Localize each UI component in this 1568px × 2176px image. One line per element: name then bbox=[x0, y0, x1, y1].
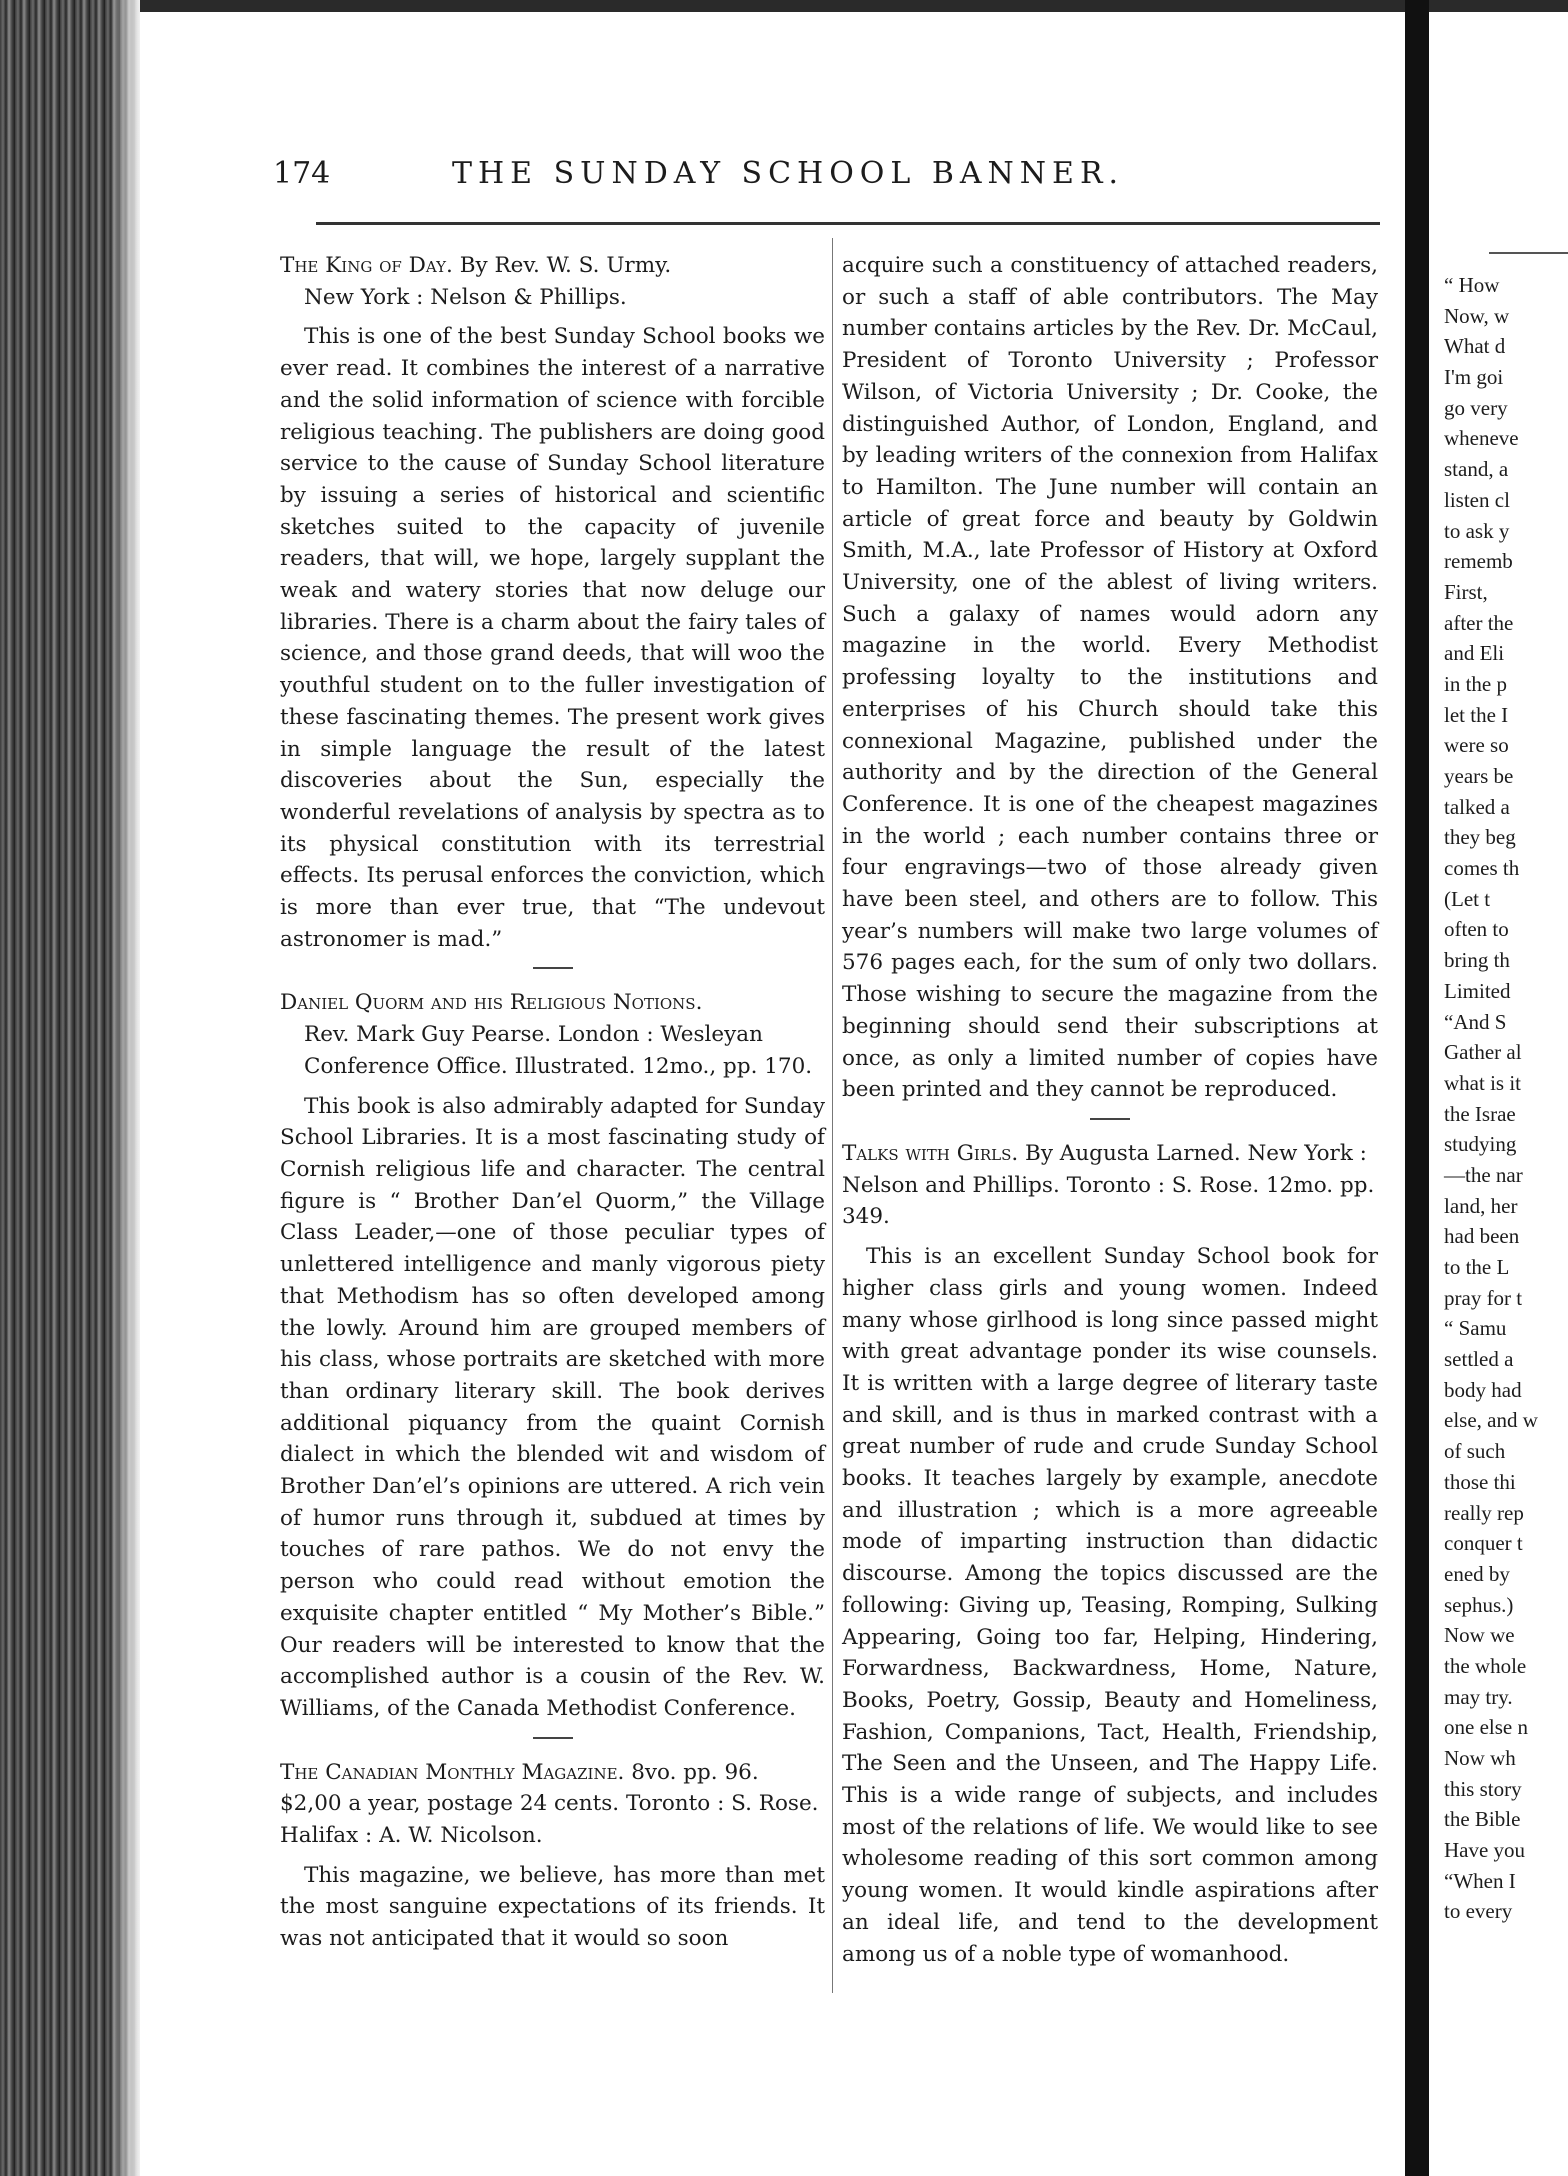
review-text: This book is also admirably adapted for Sunday School Libraries. It is a most fascinating study of Cornish religious life and character. The central figure is “ Brother Dan’el Quorm,” the Village Class Leader,—one of those peculiar types of unlettered intelligence and manly vigorous piety that Methodism has so often developed among the lowly. Around him are grouped members of his class, whose portraits are sketched with more than ordinary literary skill. The book derives additional piquancy from the quaint Cornish dialect in which the blended wit and wisdom of Brother Dan’el’s opinions are uttered. A rich vein of humor runs through it, subdued at times by touches of rare pathos. We do not envy the person who could read without emotion the exquisite chapter entitled “ My Mother’s Bible.” Our readers will be interested to know that the accomplished author is a cousin of the Rev. W. Williams, of the Canada Methodist Conference. bbox=[280, 1093, 825, 1721]
header-rule bbox=[316, 222, 1380, 225]
facing-page-line: else, and w bbox=[1444, 1408, 1538, 1433]
facing-page-line: had been bbox=[1444, 1224, 1520, 1249]
facing-page-line: Now wh bbox=[1444, 1746, 1516, 1770]
facing-page-line: this story bbox=[1444, 1776, 1522, 1801]
book-details: By Augusta Larned. New York : Nelson and Phillips. Toronto : S. Rose. 12mo. pp. 349. bbox=[842, 1140, 1375, 1230]
facing-page-line: they beg bbox=[1444, 825, 1516, 850]
facing-page-line: Have you bbox=[1444, 1838, 1526, 1863]
facing-page-line: sephus.) bbox=[1444, 1592, 1514, 1617]
facing-page-line: Limited bbox=[1444, 978, 1511, 1003]
facing-page-line: let the I bbox=[1444, 702, 1509, 727]
facing-page-line: First, bbox=[1444, 579, 1488, 604]
facing-page-line: to every bbox=[1444, 1899, 1513, 1924]
facing-page-line: conquer t bbox=[1444, 1531, 1523, 1556]
right-column bbox=[842, 250, 1378, 1970]
top-page-edge bbox=[0, 0, 1568, 12]
entry-heading bbox=[280, 250, 825, 313]
facing-page-text bbox=[1444, 270, 1538, 1927]
running-title: THE SUNDAY SCHOOL BANNER. bbox=[452, 156, 1125, 191]
facing-page-line: to ask y bbox=[1444, 518, 1510, 543]
facing-page-line: to the L bbox=[1444, 1255, 1510, 1279]
facing-page-line: ened by bbox=[1444, 1561, 1510, 1586]
facing-page-line: —the nar bbox=[1444, 1162, 1523, 1187]
section-divider bbox=[533, 1737, 573, 1739]
facing-page-line: may try. bbox=[1444, 1684, 1513, 1709]
facing-page-line: talked a bbox=[1444, 794, 1510, 819]
entry-heading bbox=[280, 987, 825, 1082]
facing-page-line: really rep bbox=[1444, 1500, 1524, 1525]
review-text: This magazine, we believe, has more than met the most sanguine expectations of its friends. It was not anticipated that it would so soon bbox=[280, 1862, 825, 1952]
book-title: Talks with Girls. bbox=[842, 1140, 1019, 1166]
book-details: Rev. Mark Guy Pearse. London : Wesleyan Conference Office. Illustrated. 12mo., pp. 170. bbox=[304, 1022, 813, 1079]
facing-page-line: stand, a bbox=[1444, 457, 1509, 482]
section-divider bbox=[1090, 1118, 1130, 1120]
facing-page-line: studying bbox=[1444, 1132, 1517, 1157]
facing-page-line: What d bbox=[1444, 334, 1506, 359]
review-continuation: acquire such a constituency of attached readers, or such a staff of able contributors. The May number contains articles by the Rev. Dr. McCaul, President of Toronto University ; Professor Wilson, of Victoria University ; Dr. Cooke, the distinguished Author, of London, England, and by leading writers of the connexion from Halifax to Hamilton. The June number will contain an article of great force and beauty by Goldwin Smith, M.A., late Professor of History at Oxford University, one of the ablest of living writers. Such a galaxy of names would adorn any magazine in the world. Every Methodist professing loyalty to the institutions and enterprises of his Church should take this connexional Magazine, published under the authority and by the direction of the General Conference. It is one of the cheapest magazines in the world ; each number contains three or four engravings—two of those already given have been steel, and others are to follow. This year’s numbers will make two large volumes of 576 pages each, for the sum of only two dollars. Those wishing to secure the magazine from the beginning should send their subscriptions at once, as only a limited number of copies have been printed and they cannot be reproduced. bbox=[842, 253, 1378, 1103]
facing-page-line: the Bible bbox=[1444, 1807, 1521, 1832]
facing-page-line: “ How bbox=[1444, 273, 1500, 297]
facing-page-line: comes th bbox=[1444, 856, 1520, 881]
facing-page-line: Now we bbox=[1444, 1623, 1515, 1648]
book-publisher: New York : Nelson & Phillips. bbox=[304, 284, 627, 310]
book-byline: By Rev. W. S. Urmy. bbox=[459, 253, 672, 278]
facing-page-line: pray for t bbox=[1444, 1285, 1523, 1310]
facing-page-line: bring th bbox=[1444, 948, 1510, 973]
facing-page-line: in the p bbox=[1444, 671, 1507, 696]
facing-page-line: of such bbox=[1444, 1439, 1506, 1464]
facing-page-line: one else n bbox=[1444, 1715, 1528, 1740]
page-number: 174 bbox=[273, 156, 331, 191]
facing-page-line: after the bbox=[1444, 610, 1514, 635]
book-title: The Canadian Monthly Magazine. bbox=[280, 1759, 625, 1785]
facing-page-line: listen cl bbox=[1444, 487, 1510, 512]
facing-page-line: and Eli bbox=[1444, 641, 1505, 666]
facing-page-line: rememb bbox=[1444, 549, 1513, 574]
book-title: The King of Day. bbox=[280, 253, 453, 278]
book-details: 8vo. pp. 96. $2,00 a year, postage 24 cents. Toronto : S. Rose. Halifax : A. W. Nicolson. bbox=[280, 1759, 819, 1849]
facing-page-line: those thi bbox=[1444, 1469, 1516, 1494]
facing-page-line: were so bbox=[1444, 733, 1509, 758]
facing-page-line: the whole bbox=[1444, 1653, 1527, 1678]
binding-shadow bbox=[110, 0, 140, 2176]
facing-page-line: “And S bbox=[1444, 1009, 1507, 1034]
facing-page-line: “When I bbox=[1444, 1868, 1516, 1893]
facing-page-line: years be bbox=[1444, 764, 1514, 788]
facing-page-line: what is it bbox=[1444, 1070, 1521, 1095]
review-text: This is an excellent Sunday School book for higher class girls and young women. Indeed many whose girlhood is long since passed might with great advantage ponder its wise counsels. It is written with a large degree of literary taste and skill, and is thus in marked contrast with a great number of rude and crude Sunday School books. It teaches largely by example, anecdote and illustration ; which is a more agreeable mode of imparting instruction than didactic discourse. Among the topics discussed are the following: Giving up, Teasing, Romping, Sulking Appearing, Going too far, Helping, Hindering, Forwardness, Backwardness, Home, Nature, Books, Poetry, Gossip, Beauty and Homeliness, Fashion, Companions, Tact, Health, Friendship, The Seen and the Unseen, and The Happy Life. This is a wide range of subjects, and includes most of the relations of life. We would like to see wholesome reading of this sort common among young women. It would kindle aspirations after an ideal life, and tend to the development among us of a noble type of womanhood. bbox=[842, 1244, 1378, 1967]
page-gutter bbox=[1405, 0, 1429, 2176]
facing-page-line: I'm goi bbox=[1444, 365, 1504, 390]
book-title: Daniel Quorm and his Religious Notions. bbox=[280, 990, 703, 1016]
section-divider bbox=[533, 967, 573, 969]
facing-page-line: land, her bbox=[1444, 1193, 1518, 1218]
facing-page-line: Now, w bbox=[1444, 303, 1510, 328]
facing-page bbox=[1429, 12, 1568, 2176]
facing-page-line: wheneve bbox=[1444, 426, 1519, 451]
facing-page-line: Gather al bbox=[1444, 1040, 1522, 1065]
page-header bbox=[270, 156, 1400, 196]
facing-page-line: settled a bbox=[1444, 1347, 1514, 1372]
facing-page-line: often to bbox=[1444, 917, 1509, 942]
entry-heading bbox=[842, 1138, 1378, 1233]
column-divider bbox=[832, 238, 833, 1993]
facing-page-line: (Let t bbox=[1444, 886, 1491, 911]
facing-page-line: body had bbox=[1444, 1377, 1522, 1402]
facing-page-line: go very bbox=[1444, 395, 1508, 420]
facing-page-line: “ Samu bbox=[1444, 1316, 1507, 1341]
facing-page-rule bbox=[1489, 252, 1568, 254]
left-column bbox=[280, 250, 825, 1955]
review-text: This is one of the best Sunday School books we ever read. It combines the interest of a narrative and the solid information of science with forcible religious teaching. The publishers are doing good service to the cause of Sunday School literature by issuing a series of historical and scientific sketches suited to the capacity of juvenile readers, that will, we hope, largely supplant the weak and watery stories that now deluge our libraries. There is a charm about the fairy tales of science, and those grand deeds, that will woo the youthful student on to the fuller investigation of these fascinating themes. The present work gives in simple language the result of the latest discoveries about the Sun, especially the wonderful revelations of analysis by spectra as to its physical constitution with its terrestrial effects. Its perusal enforces the conviction, which is more than ever true, that “The undevout astronomer is mad.” bbox=[280, 324, 825, 952]
facing-page-line: the Israe bbox=[1444, 1101, 1516, 1126]
entry-heading bbox=[280, 1757, 825, 1852]
